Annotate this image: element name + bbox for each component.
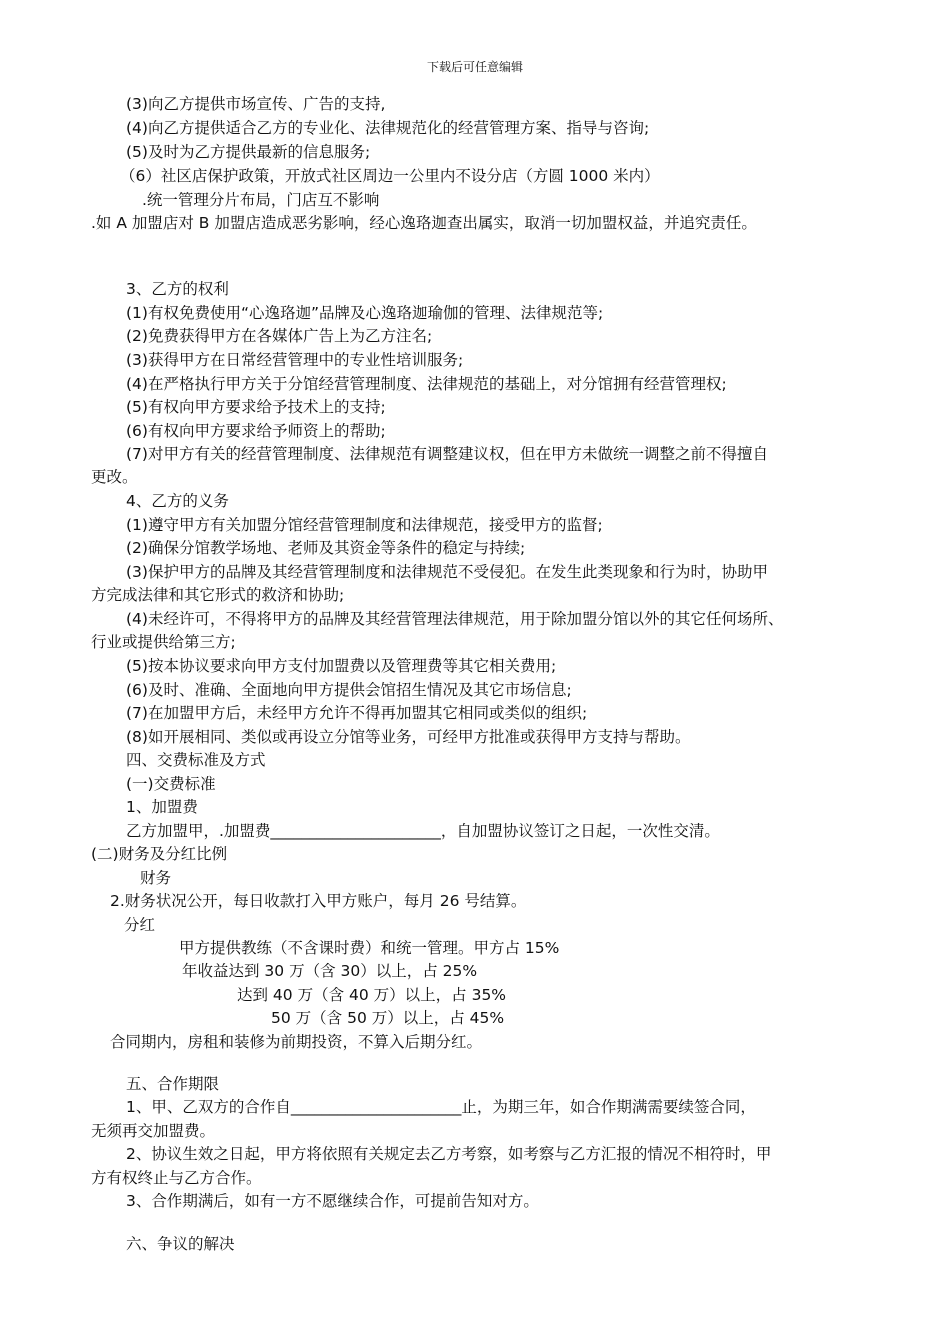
text-line: (5)有权向甲方要求给予技术上的支持; xyxy=(126,398,386,416)
text-line: 50 万（含 50 万）以上，占 45% xyxy=(271,1009,505,1027)
text-line: 无须再交加盟费。 xyxy=(91,1122,216,1140)
text-line: 方有权终止与乙方合作。 xyxy=(91,1169,262,1187)
text-line: (5)及时为乙方提供最新的信息服务; xyxy=(126,143,371,161)
section-heading: 4、乙方的义务 xyxy=(126,492,229,510)
subsection-heading: (一)交费标准 xyxy=(126,775,216,793)
text-line: （6）社区店保护政策，开放式社区周边一公里内不设分店（方圆 1000 米内） xyxy=(120,167,660,185)
text-line: 甲方提供教练（不含课时费）和统一管理。甲方占 15% xyxy=(179,939,560,957)
text-line: (3)向乙方提供市场宣传、广告的支持, xyxy=(126,95,386,113)
text-line: 年收益达到 30 万（含 30）以上，占 25% xyxy=(182,962,478,980)
text-line: (2)免费获得甲方在各媒体广告上为乙方注名; xyxy=(126,327,433,345)
section-heading: 五、合作期限 xyxy=(126,1075,220,1093)
section-heading: 3、乙方的权利 xyxy=(126,280,229,298)
text-line: (4)在严格执行甲方关于分馆经营管理制度、法律规范的基础上，对分馆拥有经营管理权; xyxy=(126,375,727,393)
text-line: 2.财务状况公开，每日收款打入甲方账户，每月 26 号结算。 xyxy=(110,892,527,910)
text-line: (6)有权向甲方要求给予师资上的帮助; xyxy=(126,422,386,440)
text-line: 1、加盟费 xyxy=(126,798,198,816)
text-line: 行业或提供给第三方; xyxy=(91,633,236,651)
text-line: 分红 xyxy=(124,916,156,934)
text-line: 1、甲、乙双方的合作自______________________止，为期三年，如合作期满需要续签合同， xyxy=(126,1098,756,1116)
text-line: .统一管理分片布局，门店互不影响 xyxy=(142,191,380,209)
text-line: (6)及时、准确、全面地向甲方提供会馆招生情况及其它市场信息; xyxy=(126,681,572,699)
text-line: 乙方加盟甲，.加盟费______________________，自加盟协议签订之日起，一次性交清。 xyxy=(126,822,720,840)
text-line: (4)未经许可，不得将甲方的品牌及其经营管理法律规范，用于除加盟分馆以外的其它任何场所、 xyxy=(126,610,784,628)
text-line: (3)保护甲方的品牌及其经营管理制度和法律规范不受侵犯。在发生此类现象和行为时，协助甲 xyxy=(126,563,768,581)
text-line: (2)确保分馆教学场地、老师及其资金等条件的稳定与持续; xyxy=(126,539,526,557)
text-line: (5)按本协议要求向甲方支付加盟费以及管理费等其它相关费用; xyxy=(126,657,557,675)
text-line: 合同期内，房租和装修为前期投资，不算入后期分红。 xyxy=(110,1033,483,1051)
text-line: (7)对甲方有关的经营管理制度、法律规范有调整建议权，但在甲方未做统一调整之前不得擅自 xyxy=(126,445,768,463)
text-line: 更改。 xyxy=(91,468,138,486)
text-line: 财务 xyxy=(140,869,172,887)
text-line: 方完成法律和其它形式的救济和协助; xyxy=(91,586,345,604)
text-line: (8)如开展相同、类似或再设立分馆等业务，可经甲方批准或获得甲方支持与帮助。 xyxy=(126,728,691,746)
text-line: (4)向乙方提供适合乙方的专业化、法律规范化的经营管理方案、指导与咨询; xyxy=(126,119,650,137)
section-heading: 六、争议的解决 xyxy=(126,1235,235,1253)
text-line: (7)在加盟甲方后，未经甲方允许不得再加盟其它相同或类似的组织; xyxy=(126,704,588,722)
page-header-note: 下载后可任意编辑 xyxy=(426,60,523,74)
text-line: (1)遵守甲方有关加盟分馆经营管理制度和法律规范，接受甲方的监督; xyxy=(126,516,603,534)
text-line: 2、协议生效之日起，甲方将依照有关规定去乙方考察，如考察与乙方汇报的情况不相符时，甲 xyxy=(126,1145,772,1163)
text-line: (1)有权免费使用“心逸珞迦”品牌及心逸珞迦瑜伽的管理、法律规范等; xyxy=(126,304,604,322)
section-heading: 四、交费标准及方式 xyxy=(126,751,266,769)
text-line: .如 A 加盟店对 B 加盟店造成恶劣影响，经心逸珞迦查出属实，取消一切加盟权益，并追究责任。 xyxy=(91,214,757,232)
subsection-heading: (二)财务及分红比例 xyxy=(91,845,228,863)
text-line: 达到 40 万（含 40 万）以上，占 35% xyxy=(237,986,507,1004)
text-line: 3、合作期满后，如有一方不愿继续合作，可提前告知对方。 xyxy=(126,1192,539,1210)
text-line: (3)获得甲方在日常经营管理中的专业性培训服务; xyxy=(126,351,464,369)
